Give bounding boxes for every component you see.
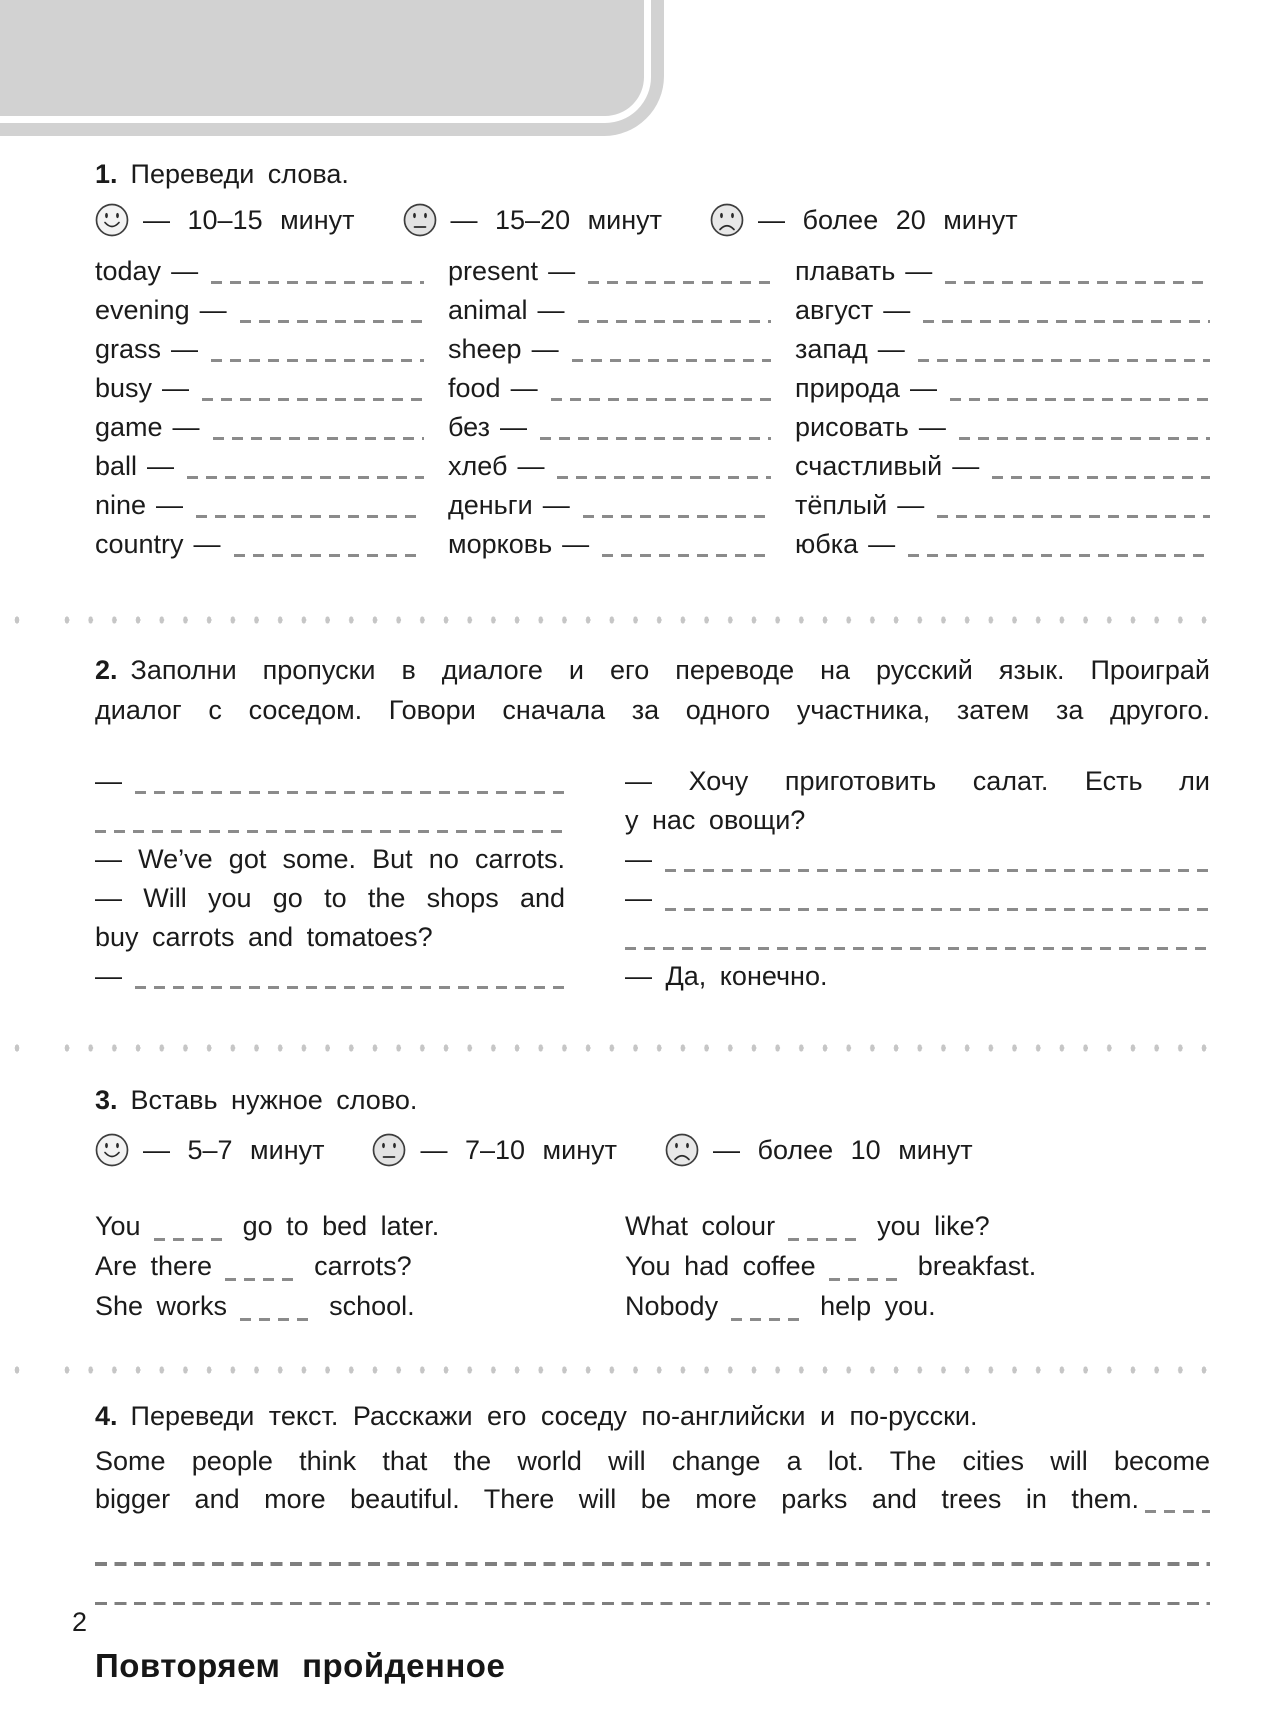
em-dash: — <box>162 373 190 403</box>
word-label: счастливый <box>795 451 943 481</box>
inline-blank <box>829 1278 905 1281</box>
exercise-2-instruction-line <box>95 650 1210 690</box>
exercise-2-instruction: Заполни пропуски в диалоге и его переводе на русский язык. Проиграй <box>130 655 1210 685</box>
answer-blank <box>583 515 771 518</box>
word-label: деньги <box>448 490 533 520</box>
answer-blank <box>950 398 1210 401</box>
word-row <box>95 369 424 408</box>
word-label: busy <box>95 373 153 403</box>
answer-blank <box>588 281 771 284</box>
word-label: плавать <box>795 256 896 286</box>
exercise-4-heading <box>95 1396 1210 1436</box>
em-dash: — <box>537 295 565 325</box>
timing-label: — 15–20 минут <box>450 204 663 235</box>
inline-blank <box>731 1318 807 1321</box>
sentence-text: Nobody <box>625 1291 719 1321</box>
em-dash: — <box>952 451 980 481</box>
word-row <box>795 291 1210 330</box>
em-dash: — <box>883 295 911 325</box>
sentence-text: school. <box>329 1291 415 1321</box>
exercise-4-instruction: Переведи текст. Расскажи его соседу по-английски и по-русски. <box>130 1401 978 1431</box>
sentence-text: Are there <box>95 1251 213 1281</box>
writing-line <box>95 1562 1210 1566</box>
answer-blank <box>211 359 424 362</box>
word-column-3 <box>795 252 1210 564</box>
word-row <box>95 330 424 369</box>
happy-face-icon <box>95 1133 129 1167</box>
answer-blank <box>937 515 1210 518</box>
word-label: animal <box>448 295 528 325</box>
sentence <box>95 1206 565 1246</box>
inline-blank <box>240 1318 316 1321</box>
exercise-4-text-line <box>95 1480 1210 1518</box>
answer-blank <box>557 476 771 479</box>
timing-item <box>710 203 1018 237</box>
word-row <box>448 486 771 525</box>
answer-blank <box>213 437 424 440</box>
sentence-text: You had coffee <box>625 1251 816 1281</box>
em-dash: — <box>625 883 652 913</box>
word-row <box>795 369 1210 408</box>
timing-item <box>95 203 355 237</box>
answer-blank <box>665 869 1210 872</box>
timing-item <box>403 203 663 237</box>
answer-blank <box>540 437 771 440</box>
word-row <box>448 369 771 408</box>
word-row <box>95 525 424 564</box>
word-row <box>95 486 424 525</box>
exercise-3-heading <box>95 1080 1210 1120</box>
em-dash: — <box>193 529 221 559</box>
em-dash: — <box>510 373 538 403</box>
answer-blank <box>1145 1510 1210 1513</box>
sentence-text: What colour <box>625 1211 776 1241</box>
dot-separator <box>14 616 1210 624</box>
answer-blank <box>602 554 771 557</box>
word-label: today <box>95 256 162 286</box>
em-dash: — <box>868 529 896 559</box>
dot-separator <box>14 1044 1210 1052</box>
exercise-2-heading <box>95 650 1210 730</box>
word-row <box>95 447 424 486</box>
word-label: рисовать <box>795 412 909 442</box>
word-label: country <box>95 529 184 559</box>
exercise-1-instruction: Переведи слова. <box>130 159 349 189</box>
answer-blank <box>135 791 565 794</box>
timing-item <box>372 1133 617 1167</box>
em-dash: — <box>171 256 199 286</box>
sentence <box>95 1246 565 1286</box>
dialog-line <box>95 801 565 840</box>
exercise-2-instruction-line: диалог с соседом. Говори сначала за одного участника, затем за другого. <box>95 695 1210 725</box>
word-label: food <box>448 373 501 403</box>
word-label: август <box>795 295 874 325</box>
sentence-text: carrots? <box>314 1251 412 1281</box>
answer-blank <box>945 281 1210 284</box>
sentence-text: go to bed later. <box>242 1211 440 1241</box>
word-column-1 <box>95 252 448 564</box>
answer-blank <box>625 947 1210 950</box>
em-dash: — <box>909 373 937 403</box>
word-row <box>95 408 424 447</box>
exercise-1-timing-legend <box>95 200 1210 240</box>
answer-blank <box>918 359 1210 362</box>
em-dash: — <box>95 961 122 991</box>
answer-blank <box>665 908 1210 911</box>
answer-blank <box>992 476 1210 479</box>
em-dash: — <box>905 256 933 286</box>
em-dash: — <box>625 844 652 874</box>
answer-blank <box>196 515 424 518</box>
word-label: game <box>95 412 163 442</box>
word-label: тёплый <box>795 490 888 520</box>
dialog-line <box>625 918 1210 957</box>
word-row <box>795 330 1210 369</box>
word-label: запад <box>795 334 868 364</box>
dialog-line <box>625 879 1210 918</box>
word-row <box>448 252 771 291</box>
answer-blank <box>908 554 1210 557</box>
exercise-3-instruction: Вставь нужное слово. <box>130 1085 418 1115</box>
sentence-text: You <box>95 1211 141 1241</box>
em-dash: — <box>95 766 122 796</box>
answer-blank <box>240 320 424 323</box>
em-dash: — <box>172 412 200 442</box>
inline-blank <box>154 1238 230 1241</box>
word-translation-list <box>95 252 1210 564</box>
word-row <box>795 525 1210 564</box>
answer-blank <box>551 398 771 401</box>
sentence-text: you like? <box>877 1211 990 1241</box>
sentence <box>625 1246 1210 1286</box>
sentence-text: help you. <box>820 1291 936 1321</box>
word-label: sheep <box>448 334 522 364</box>
happy-face-icon <box>95 203 129 237</box>
exercise-4-text-line: Some people think that the world will change a lot. The cities will become <box>95 1446 1210 1476</box>
word-row <box>448 525 771 564</box>
writing-line <box>95 1602 1210 1606</box>
exercise-4-number: 4. <box>95 1401 118 1431</box>
em-dash: — <box>562 529 590 559</box>
word-label: без <box>448 412 490 442</box>
sentence-text: breakfast. <box>917 1251 1037 1281</box>
word-label: evening <box>95 295 190 325</box>
timing-item <box>665 1133 973 1167</box>
word-label: морковь <box>448 529 553 559</box>
em-dash: — <box>156 490 184 520</box>
word-label: природа <box>795 373 900 403</box>
em-dash: — <box>171 334 199 364</box>
timing-label: — более 20 минут <box>758 204 1018 235</box>
fill-in-sentences <box>95 1206 1210 1326</box>
word-label: grass <box>95 334 162 364</box>
word-row <box>448 330 771 369</box>
timing-label: — более 10 минут <box>712 1134 973 1165</box>
word-column-2 <box>448 252 795 564</box>
em-dash: — <box>897 490 925 520</box>
em-dash: — <box>918 412 946 442</box>
dot-separator <box>14 1366 1210 1374</box>
dialog-line: buy carrots and tomatoes? <box>95 922 433 952</box>
timing-label: — 7–10 минут <box>420 1134 617 1165</box>
answer-blank <box>578 320 771 323</box>
word-label: хлеб <box>448 451 508 481</box>
timing-item <box>95 1133 324 1167</box>
word-row <box>795 408 1210 447</box>
sentence-text: She works <box>95 1291 228 1321</box>
sentence <box>95 1286 565 1326</box>
word-row <box>448 447 771 486</box>
exercise-1-number: 1. <box>95 159 118 189</box>
exercise-2-number: 2. <box>95 655 118 685</box>
em-dash: — <box>877 334 905 364</box>
em-dash: — <box>499 412 527 442</box>
answer-blank <box>211 281 424 284</box>
neutral-face-icon <box>372 1133 406 1167</box>
dialog-line: — Да, конечно. <box>625 961 828 991</box>
em-dash: — <box>517 451 545 481</box>
answer-blank <box>572 359 771 362</box>
sad-face-icon <box>665 1133 699 1167</box>
neutral-face-icon <box>403 203 437 237</box>
word-row <box>795 447 1210 486</box>
exercise-1-heading <box>95 154 1210 194</box>
dialog-line <box>95 957 565 996</box>
sentence-column-right <box>625 1206 1210 1326</box>
exercise-3-timing-legend <box>95 1130 1210 1170</box>
answer-blank <box>202 398 424 401</box>
exercise-3-number: 3. <box>95 1085 118 1115</box>
em-dash: — <box>531 334 559 364</box>
answer-blank <box>135 986 565 989</box>
em-dash: — <box>542 490 570 520</box>
dialog-line: — Will you go to the shops and <box>95 883 565 913</box>
em-dash: — <box>199 295 227 325</box>
page-header <box>0 0 664 136</box>
page-number: 2 <box>72 1607 88 1637</box>
inline-blank <box>788 1238 864 1241</box>
header-title: Повторяем пройденное <box>95 1647 506 1684</box>
sentence <box>625 1286 1210 1326</box>
inline-blank <box>225 1278 301 1281</box>
answer-blank <box>187 476 424 479</box>
word-row <box>95 291 424 330</box>
exercise-4-text: bigger and more beautiful. There will be more parks and trees in them. <box>95 1484 1139 1514</box>
dialog-line <box>625 840 1210 879</box>
word-row <box>795 486 1210 525</box>
dialog-right-column <box>625 762 1210 996</box>
answer-blank <box>234 554 424 557</box>
dialog-left-column <box>95 762 565 996</box>
sentence <box>625 1206 1210 1246</box>
timing-label: — 10–15 минут <box>143 204 355 235</box>
word-label: present <box>448 256 539 286</box>
timing-label: — 5–7 минут <box>143 1134 325 1165</box>
answer-blank <box>959 437 1210 440</box>
sad-face-icon <box>710 203 744 237</box>
dialog <box>95 762 1210 996</box>
em-dash: — <box>548 256 576 286</box>
word-row <box>448 408 771 447</box>
word-row <box>795 252 1210 291</box>
word-label: ball <box>95 451 138 481</box>
dialog-line: — Хочу приготовить салат. Есть ли <box>625 766 1210 796</box>
word-row <box>95 252 424 291</box>
page-content <box>95 136 1210 1605</box>
word-label: юбка <box>795 529 859 559</box>
answer-blank <box>923 320 1210 323</box>
em-dash: — <box>147 451 175 481</box>
dialog-line: у нас овощи? <box>625 805 806 835</box>
word-row <box>448 291 771 330</box>
dialog-line: — We’ve got some. But no carrots. <box>95 844 565 874</box>
answer-blank <box>95 830 565 833</box>
sentence-column-left <box>95 1206 565 1326</box>
dialog-line <box>95 762 565 801</box>
word-label: nine <box>95 490 147 520</box>
